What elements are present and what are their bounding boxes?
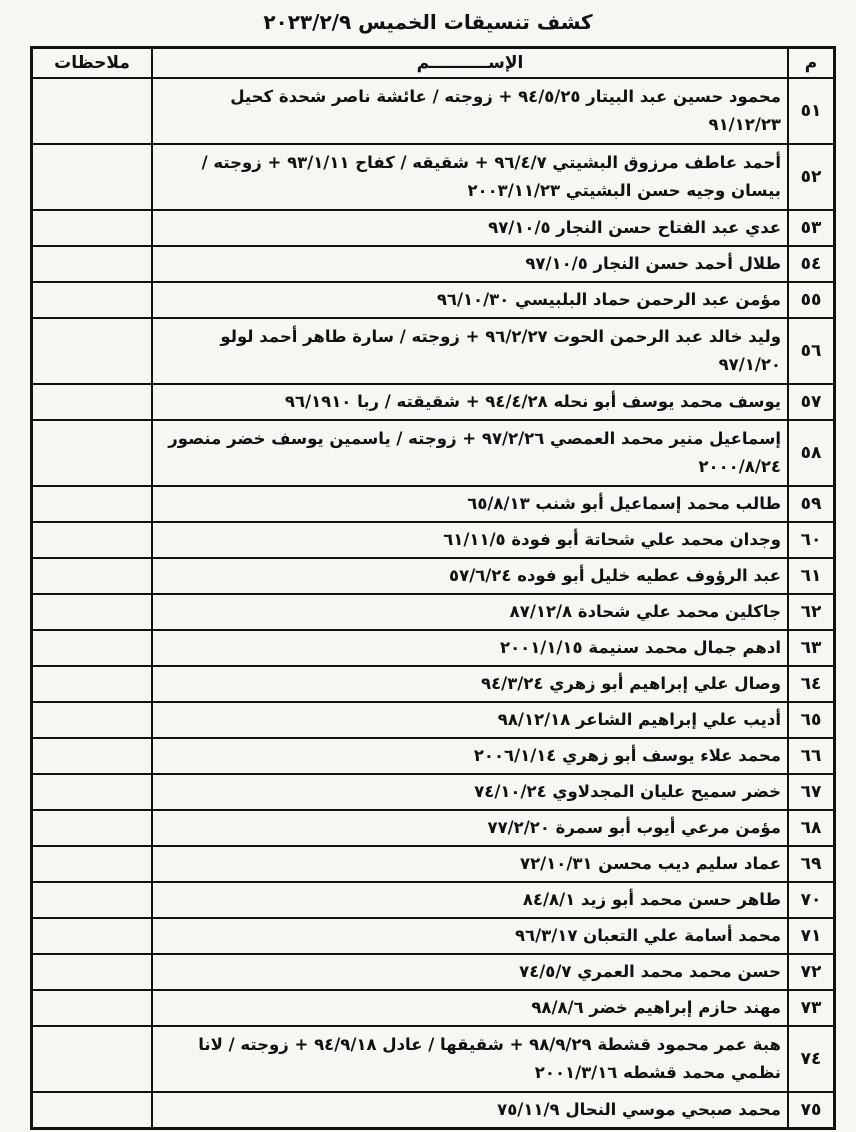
table-row xyxy=(32,144,835,210)
table-row xyxy=(32,774,835,810)
row-name: إسماعيل منير محمد العمصي ٩٧/٢/٢٦ + زوجته / ياسمين يوسف خضر منصور ٢٠٠٠/٨/٢٤ xyxy=(152,420,788,486)
row-number: ٥٦ xyxy=(788,318,835,384)
row-notes xyxy=(32,522,153,558)
table-row xyxy=(32,918,835,954)
row-notes xyxy=(32,558,153,594)
row-number: ٧٣ xyxy=(788,990,835,1026)
table-row xyxy=(32,384,835,420)
table-row xyxy=(32,954,835,990)
row-number: ٥٢ xyxy=(788,144,835,210)
row-number: ٦٧ xyxy=(788,774,835,810)
row-notes xyxy=(32,384,153,420)
row-notes xyxy=(32,666,153,702)
row-number: ٥٧ xyxy=(788,384,835,420)
row-notes xyxy=(32,486,153,522)
table-row xyxy=(32,78,835,144)
table-row xyxy=(32,282,835,318)
row-name: مؤمن عبد الرحمن حماد البلبيسي ٩٦/١٠/٣٠ xyxy=(152,282,788,318)
row-notes xyxy=(32,990,153,1026)
row-notes xyxy=(32,282,153,318)
table-row xyxy=(32,990,835,1026)
row-number: ٥٨ xyxy=(788,420,835,486)
row-notes xyxy=(32,954,153,990)
table-row xyxy=(32,246,835,282)
table-row xyxy=(32,1026,835,1092)
row-notes xyxy=(32,420,153,486)
row-number: ٧٠ xyxy=(788,882,835,918)
table-row xyxy=(32,1092,835,1129)
table-row xyxy=(32,210,835,246)
row-number: ٦٨ xyxy=(788,810,835,846)
row-name: أديب علي إبراهيم الشاعر ٩٨/١٢/١٨ xyxy=(152,702,788,738)
row-number: ٦٢ xyxy=(788,594,835,630)
row-name: عبد الرؤوف عطيه خليل أبو فوده ٥٧/٦/٢٤ xyxy=(152,558,788,594)
table-row xyxy=(32,318,835,384)
row-number: ٦٩ xyxy=(788,846,835,882)
row-name: طالب محمد إسماعيل أبو شنب ٦٥/٨/١٣ xyxy=(152,486,788,522)
row-name: طاهر حسن محمد أبو زيد ٨٤/٨/١ xyxy=(152,882,788,918)
row-notes xyxy=(32,594,153,630)
row-number: ٧٤ xyxy=(788,1026,835,1092)
table-row xyxy=(32,594,835,630)
row-name: جاكلين محمد علي شحادة ٨٧/١٢/٨ xyxy=(152,594,788,630)
row-number: ٥٣ xyxy=(788,210,835,246)
table-row xyxy=(32,558,835,594)
row-name: محمد علاء يوسف أبو زهري ٢٠٠٦/١/١٤ xyxy=(152,738,788,774)
row-name: وصال علي إبراهيم أبو زهري ٩٤/٣/٢٤ xyxy=(152,666,788,702)
row-number: ٥١ xyxy=(788,78,835,144)
row-notes xyxy=(32,882,153,918)
row-number: ٦٥ xyxy=(788,702,835,738)
row-number: ٦٠ xyxy=(788,522,835,558)
row-number: ٥٩ xyxy=(788,486,835,522)
table-row xyxy=(32,810,835,846)
table-header-row xyxy=(32,48,835,79)
row-name: عدي عبد الفتاح حسن النجار ٩٧/١٠/٥ xyxy=(152,210,788,246)
row-name: ادهم جمال محمد سنيمة ٢٠٠١/١/١٥ xyxy=(152,630,788,666)
row-notes xyxy=(32,846,153,882)
row-number: ٥٥ xyxy=(788,282,835,318)
row-notes xyxy=(32,810,153,846)
row-notes xyxy=(32,144,153,210)
header-number: م xyxy=(788,48,835,79)
coordination-table xyxy=(30,46,836,1130)
table-row xyxy=(32,738,835,774)
table-row xyxy=(32,522,835,558)
row-notes xyxy=(32,210,153,246)
table-row xyxy=(32,882,835,918)
row-name: محمد أسامة علي التعبان ٩٦/٣/١٧ xyxy=(152,918,788,954)
row-notes xyxy=(32,78,153,144)
row-name: وليد خالد عبد الرحمن الحوت ٩٦/٢/٢٧ + زوجته / سارة طاهر أحمد لولو ٩٧/١/٢٠ xyxy=(152,318,788,384)
table-row xyxy=(32,702,835,738)
row-name: حسن محمد محمد العمري ٧٤/٥/٧ xyxy=(152,954,788,990)
row-notes xyxy=(32,774,153,810)
row-number: ٦٤ xyxy=(788,666,835,702)
row-number: ٦٦ xyxy=(788,738,835,774)
table-row xyxy=(32,630,835,666)
row-name: مهند حازم إبراهيم خضر ٩٨/٨/٦ xyxy=(152,990,788,1026)
row-name: هبة عمر محمود قشطة ٩٨/٩/٢٩ + شقيقها / عادل ٩٤/٩/١٨ + زوجته / لانا نظمي محمد قشطه ٢٠٠١/٣/١٦ xyxy=(152,1026,788,1092)
row-notes xyxy=(32,918,153,954)
row-notes xyxy=(32,738,153,774)
row-name: محمود حسين عبد البيتار ٩٤/٥/٢٥ + زوجته / عائشة ناصر شحدة كحيل ٩١/١٢/٢٣ xyxy=(152,78,788,144)
row-name: يوسف محمد يوسف أبو نحله ٩٤/٤/٢٨ + شقيقته / ربا ٩٦/١٩١٠ xyxy=(152,384,788,420)
row-number: ٦١ xyxy=(788,558,835,594)
row-name: طلال أحمد حسن النجار ٩٧/١٠/٥ xyxy=(152,246,788,282)
page-title: كشف تنسيقات الخميس ٢٠٢٣/٢/٩ xyxy=(263,10,593,34)
table-row xyxy=(32,486,835,522)
table-row xyxy=(32,420,835,486)
row-notes xyxy=(32,318,153,384)
row-name: خضر سميح عليان المجدلاوي ٧٤/١٠/٢٤ xyxy=(152,774,788,810)
row-number: ٧١ xyxy=(788,918,835,954)
header-name: الإســــــــــم xyxy=(152,48,788,79)
row-notes xyxy=(32,1092,153,1129)
table-row xyxy=(32,666,835,702)
row-notes xyxy=(32,630,153,666)
row-name: أحمد عاطف مرزوق البشيتي ٩٦/٤/٧ + شقيقه / كفاح ٩٣/١/١١ + زوجته / بيسان وجيه حسن البشيتي ٢٠٠٣/١١/٢٣ xyxy=(152,144,788,210)
row-notes xyxy=(32,246,153,282)
row-number: ٧٥ xyxy=(788,1092,835,1129)
row-number: ٧٢ xyxy=(788,954,835,990)
header-notes: ملاحظات xyxy=(32,48,153,79)
row-number: ٥٤ xyxy=(788,246,835,282)
table-row xyxy=(32,846,835,882)
row-number: ٦٣ xyxy=(788,630,835,666)
row-name: مؤمن مرعي أيوب أبو سمرة ٧٧/٢/٢٠ xyxy=(152,810,788,846)
row-notes xyxy=(32,1026,153,1092)
row-name: محمد صبحي موسي النحال ٧٥/١١/٩ xyxy=(152,1092,788,1129)
row-name: عماد سليم ديب محسن ٧٢/١٠/٣١ xyxy=(152,846,788,882)
row-name: وجدان محمد علي شحاتة أبو فودة ٦١/١١/٥ xyxy=(152,522,788,558)
row-notes xyxy=(32,702,153,738)
